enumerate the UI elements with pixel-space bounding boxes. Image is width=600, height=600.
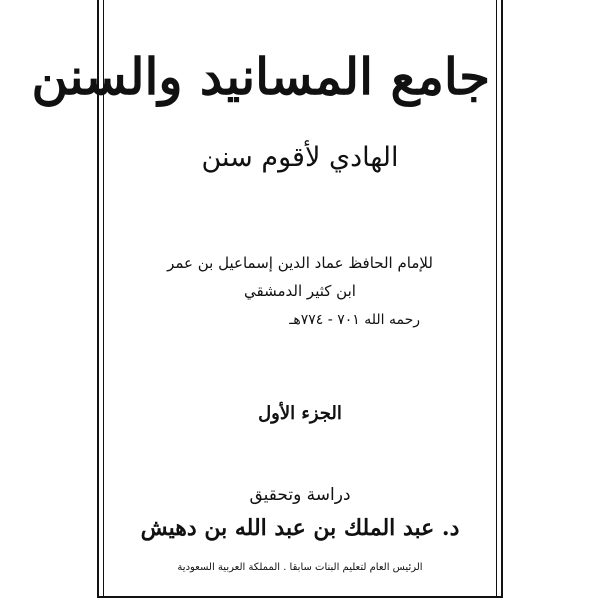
author-dates: رحمه الله ٧٠١ - ٧٧٤هـ [289, 312, 420, 328]
book-title: جامع المسانيد والسنن [31, 47, 490, 106]
study-and-verification-label: دراسة وتحقيق [249, 485, 351, 505]
editor-role: الرئيس العام لتعليم البنات سابقا . المملكة العربية السعودية [177, 562, 423, 573]
book-subtitle: الهادي لأقوم سنن [201, 142, 399, 173]
author-line-2: ابن كثير الدمشقي [244, 282, 356, 300]
author-line-1: للإمام الحافظ عماد الدين إسماعيل بن عمر [167, 254, 433, 272]
editor-name: د. عبد الملك بن عبد الله بن دهيش [140, 515, 460, 541]
volume-label: الجزء الأول [258, 403, 342, 424]
